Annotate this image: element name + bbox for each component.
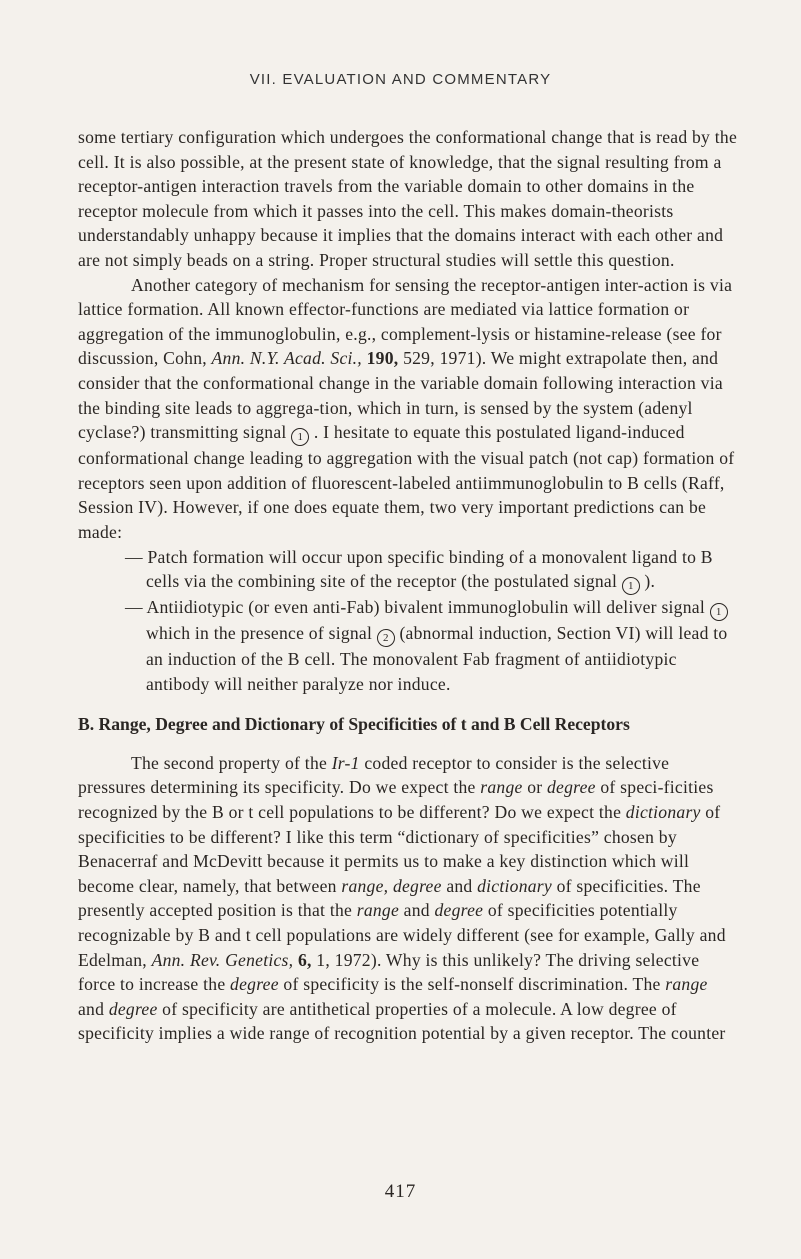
section-heading: B. Range, Degree and Dictionary of Specificities of t and B Cell Receptors	[78, 714, 630, 735]
running-header: VII. EVALUATION AND COMMENTARY	[249, 71, 552, 88]
paragraph-3: The second property of the Ir-1 coded receptor to consider is the selective pressures determining its specificity. Do we expect the range or degree of speci-ficities recognized by the B or t cell populations to be different? Do we expect the dictionary of specificities to be different? I like this term “dictionary of specificities” chosen by Benacerraf and McDevitt because it permits us to make a key distinction which will become clear, namely, that between range, degree and dictionary of specificities. The presently accepted position is that the range and degree of specificities potentially recognizable by B and t cell populations are widely different (see for example, Gally and Edelman, Ann. Rev. Genetics, 6, 1, 1972). Why is this unlikely? The driving selective force to increase the degree of specificity is the self-nonself discrimination. The range and degree of specificity are antithetical properties of a molecule. A low degree of specificity implies a wide range of recognition potential by a given receptor. The counter	[78, 752, 726, 1044]
prediction-1: — Patch formation will occur upon specific binding of a monovalent ligand to B cells via the combining site of the receptor (the postulated signal 1 ).	[78, 545, 738, 596]
signal-1-symbol: 1	[622, 577, 640, 595]
signal-1-symbol: 1	[291, 428, 309, 446]
prediction-2: — Antiidiotypic (or even anti-Fab) bivalent immunoglobulin will deliver signal 1 which in the presence of signal 2 (abnormal induction, Section VI) will lead to an induction of the B cell. The monovalent Fab fragment of antiidiotypic antibody will neither paralyze nor induce.	[125, 597, 728, 694]
signal-1-symbol: 1	[710, 603, 728, 621]
paragraph-2: Another category of mechanism for sensing the receptor-antigen inter-action is via lattice formation. All known effector-functions are mediated via lattice formation or aggregation of the immunoglobulin, e.g., complement-lysis or histamine-release (see for discussion, Cohn, Ann. N.Y. Acad. Sci., 190, 529, 1971). We might extrapolate then, and consider that the conformational change in the variable domain following interaction via the binding site leads to aggrega-tion, which in turn, is sensed by the system (adenyl cyclase?) transmitting signal 1 . I hesitate to equate this postulated ligand-induced conformational change leading to aggregation with the visual patch (not cap) formation of receptors seen upon addition of fluorescent-labeled antiimmunoglobulin to B cells (Raff, Session IV). However, if one does equate them, two very important predictions can be made:	[78, 274, 735, 542]
signal-2-symbol: 2	[377, 629, 395, 647]
page-number: 417	[384, 1181, 417, 1202]
body-text	[78, 125, 738, 1046]
paragraph-1: some tertiary configuration which undergoes the conformational change that is read by the cell. It is also possible, at the present state of knowledge, that the signal resulting from a receptor-antigen interaction travels from the variable domain to other domains in the receptor molecule from which it passes into the cell. This makes domain-theorists understandably unhappy because it implies that the domains interact with each other and are not simply beads on a string. Proper structural studies will settle this question.	[78, 127, 738, 270]
